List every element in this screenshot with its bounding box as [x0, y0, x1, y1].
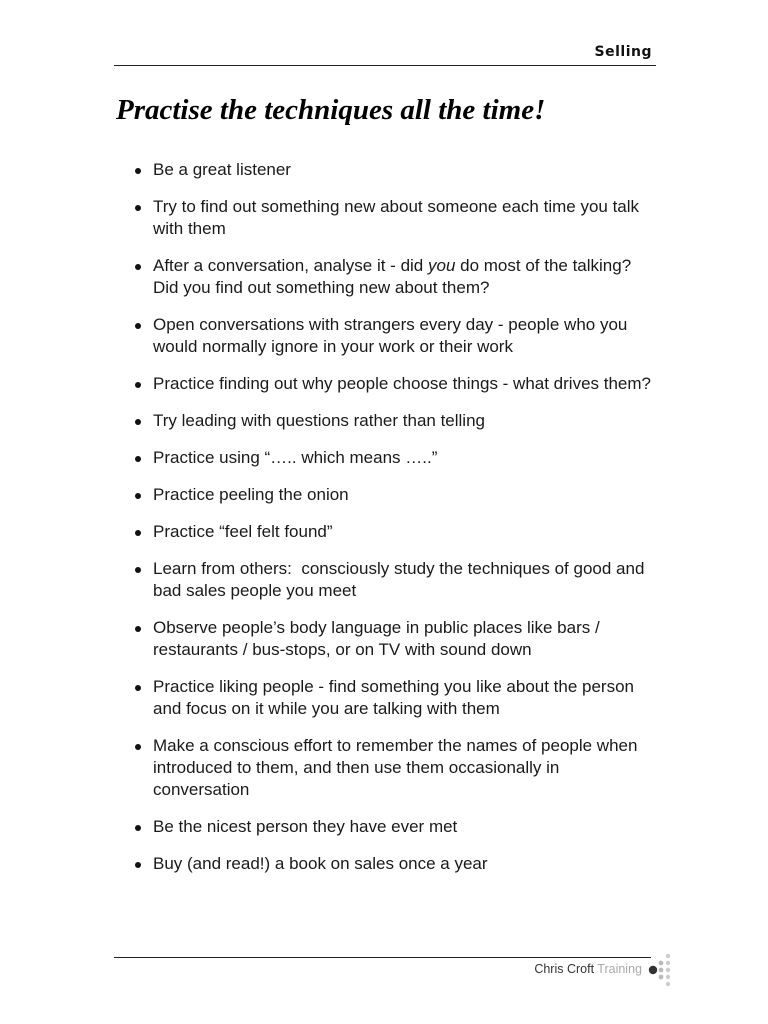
bullet-dot-icon: [135, 825, 141, 831]
list-item: [115, 676, 660, 720]
list-item: [115, 816, 660, 838]
list-item-text: Learn from others: consciously study the techniques of good and bad sales people you meet: [153, 559, 650, 600]
list-item: [115, 314, 660, 358]
technique-list: [115, 159, 660, 890]
list-item-text: Observe people’s body language in public places like bars / restaurants / bus-stops, or on TV with sound down: [153, 618, 600, 659]
bullet-dot-icon: [135, 744, 141, 750]
bullet-dot-icon: [135, 685, 141, 691]
footer-brand: [534, 962, 642, 976]
bullet-dot-icon: [135, 382, 141, 388]
bullet-dot-icon: [135, 205, 141, 211]
bullet-dot-icon: [135, 626, 141, 632]
list-item: [115, 447, 660, 469]
list-item-text: Be the nicest person they have ever met: [153, 817, 458, 836]
list-item-emphasis: you: [427, 256, 456, 275]
list-item-text: Practice finding out why people choose things - what drives them?: [153, 374, 651, 393]
list-item-text: Practice liking people - find something you like about the person and focus on it while you are talking with them: [153, 677, 635, 718]
bullet-dot-icon: [135, 323, 141, 329]
bullet-dot-icon: [135, 456, 141, 462]
bullet-dot-icon: [135, 862, 141, 868]
list-item-text: Try to find out something new about someone each time you talk with them: [153, 197, 640, 238]
bullet-dot-icon: [135, 419, 141, 425]
page-title: Practise the techniques all the time!: [116, 94, 546, 126]
list-item: [115, 255, 660, 299]
list-item-text: Practice “feel felt found”: [153, 522, 333, 541]
brand-suffix: Training: [597, 962, 642, 976]
footer-divider: [114, 957, 651, 958]
list-item: [115, 159, 660, 181]
brand-name: Chris Croft: [534, 962, 595, 976]
list-item-text: Open conversations with strangers every day - people who you would normally ignore in your work or their work: [153, 315, 628, 356]
list-item: [115, 373, 660, 395]
list-item: [115, 853, 660, 875]
bullet-dot-icon: [135, 168, 141, 174]
list-item: [115, 617, 660, 661]
list-item-text: Make a conscious effort to remember the names of people when introduced to them, and then use them occasionally in conversation: [153, 736, 638, 799]
section-header-label: Selling: [594, 44, 652, 60]
bullet-dot-icon: [135, 530, 141, 536]
list-item: [115, 196, 660, 240]
list-item-text: Be a great listener: [153, 160, 291, 179]
bullet-dot-icon: [135, 264, 141, 270]
list-item-text: Buy (and read!) a book on sales once a year: [153, 854, 488, 873]
list-item: [115, 410, 660, 432]
bullet-dot-icon: [135, 493, 141, 499]
list-item: [115, 735, 660, 801]
list-item: [115, 484, 660, 506]
list-item: [115, 521, 660, 543]
dot-grid-logo-icon: [645, 950, 685, 990]
list-item-text: Practice using “….. which means …..”: [153, 448, 438, 467]
list-item-text: do most of the talking? Did you find out something new about them?: [153, 256, 632, 297]
header-divider: [114, 65, 656, 66]
list-item: [115, 558, 660, 602]
list-item-text: Try leading with questions rather than telling: [153, 411, 485, 430]
bullet-dot-icon: [135, 567, 141, 573]
list-item-text: After a conversation, analyse it - did: [153, 256, 428, 275]
list-item-text: Practice peeling the onion: [153, 485, 349, 504]
